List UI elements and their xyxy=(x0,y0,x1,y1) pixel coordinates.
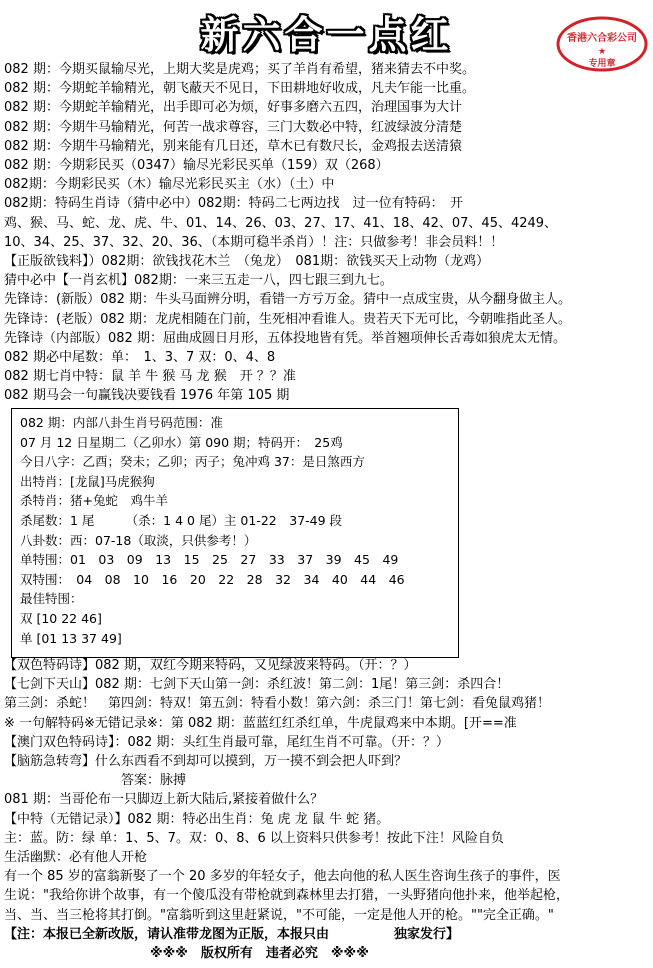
text-line: 有一个 85 岁的富翁新娶了一个 20 多岁的年轻女子，他去向他的私人医生咨询生孩子的事件，医 xyxy=(4,869,561,885)
text-line: 生活幽默：必有他人开枪 xyxy=(4,850,148,865)
svg-text:香港六合彩公司: 香港六合彩公司 xyxy=(567,33,637,44)
text-line: 第三剑：杀蛇！ 第四剑：特双！第五剑：特看小数！第六剑：杀三门！第七剑：看兔鼠鸡猪！ xyxy=(4,696,551,712)
text-line: 先锋诗：(老版）082 期：龙虎相随在门前，生死相冲看谁人。贵若天下无可比，今朝唯指此圣人。 xyxy=(4,311,572,327)
text-line: 【正版欲钱料】）082期：欲钱找花木兰 （兔龙） 081期：欲钱买天上动物（龙鸡） xyxy=(4,254,490,269)
inner-box xyxy=(11,408,459,658)
text-line: 鸡、猴、马、蛇、龙、虎、牛、01、14、26、03、27、17、41、18、42、07、45、4249、 xyxy=(4,215,558,231)
text-line: 最佳特围： xyxy=(20,591,83,607)
company-seal xyxy=(556,16,648,72)
text-line: 082 期：今期蛇羊输精光，朝飞蔽天不见日，下田耕地好收成，凡夫乍能一比重。 xyxy=(4,81,475,97)
text-line: 082 期：今期牛马输精光，何苦一战求尊容，三门大数必中特，红波绿波分清楚 xyxy=(4,119,462,135)
text-line: 杀特肖：猪+兔蛇 鸡牛羊 xyxy=(20,493,168,509)
text-line: 生说："我给你讲个故事，有一个傻瓜没有带枪就到森林里去打猎，一头野猪向他扑来，他举起枪， xyxy=(4,888,569,904)
text-line: 出特肖：[龙鼠]马虎猴狗 xyxy=(20,473,155,489)
text-line: 082 期：今期彩民买（0347）输尽光彩民买单（159）双（268） xyxy=(4,158,389,173)
text-line: 【脑筋急转弯】什么东西看不到却可以摸到，万一摸不到会把人吓到？ xyxy=(4,754,408,769)
text-line: 082期：今期彩民买（木）输尽光彩民买主（水）（土）中 xyxy=(4,177,335,193)
text-line: 双特围： 04 08 10 16 20 22 28 32 34 40 44 46 xyxy=(20,571,405,587)
svg-text:★: ★ xyxy=(597,47,607,57)
text-line: 082 期马会一句赢钱决要钱看 1976 年第 105 期 xyxy=(4,388,290,404)
text-line: 主：蓝。防：绿 单：1、5、7。双：0、8、6 以上资料只供参考！按此下注！风险自负 xyxy=(4,830,504,846)
text-line: 【注：本报已全新改版，请认准带龙图为正版，本报只由 独家发行】 xyxy=(4,926,460,942)
text-line: 答案：脉搏 xyxy=(4,773,187,789)
text-line: 先锋诗（内部版）082 期：屈曲成圆日月形，五体投地皆有凭。举首翘项伸长舌毒如狼虎太无情。 xyxy=(4,330,566,346)
svg-text:专用章: 专用章 xyxy=(588,59,616,69)
text-line: 【澳门双色特码诗】：082 期：头红生肖最可靠，尾红生肖不可靠。（开：？） xyxy=(4,734,449,750)
text-line: 杀尾数：1 尾 （杀：1 4 0 尾）主 01-22 37-49 段 xyxy=(20,513,343,528)
text-line: 【七剑下天山】082 期：七剑下天山第一剑：杀红波！第二剑：1尾！第三剑：杀四合！ xyxy=(4,677,510,693)
newspaper-title: 新六合一点红 xyxy=(200,13,453,57)
text-line: 082 期：今期蛇羊输精光，出手即可必为烦，好事多磨六五四，治理国事为大计 xyxy=(4,100,462,116)
text-line: 猜中必中【一肖玄机】082期：一来三五走一八，四七跟三到九七。 xyxy=(4,273,393,289)
text-line: 今日八字：乙酉；癸未；乙卯；丙子；兔冲鸡 37：是日煞西方 xyxy=(20,454,365,470)
text-line: 先锋诗：(新版）082 期：牛头马面辨分明，看错一方亏万金。猜中一点成宝贵，从今翻身做主人。 xyxy=(4,292,572,308)
text-line: ※※※ 版权所有 违者必究 ※※※ xyxy=(150,946,369,961)
text-line: 当、当、当三枪将其打倒。"富翁听到这里赶紧说，"不可能，一定是他人开的枪。""完全正确。" xyxy=(4,907,554,923)
text-line: 八卦数：西：07-18（取淡，只供参考！） xyxy=(20,532,257,548)
text-line: 081 期：当哥伦布一只脚迈上新大陆后,紧接着做什么？ xyxy=(4,792,324,808)
text-line: 082 期七肖中特：鼠 羊 牛 猴 马 龙 猴 开 ？？准 xyxy=(4,369,296,385)
text-line: 10、34、25、37、32、20、36、（本期可稳半杀肖）！注：只做参考！非会员料！！ xyxy=(4,234,504,250)
text-line: 082 期：今期买鼠输尽光，上期大奖是虎鸡；买了羊肖有希望，猪来猜去不中奖。 xyxy=(4,62,475,77)
text-line: 082 期：内部八卦生肖号码范围：准 xyxy=(20,415,223,430)
text-line: 【双色特码诗】082 期，双红今期来特码，又见绿波来特码。（开：？） xyxy=(4,658,417,673)
text-line: 07 月 12 日星期二（乙卯水）第 090 期；特码开： 25鸡 xyxy=(20,434,343,450)
text-line: 【中特（无错记录）】082 期：特必出生肖：兔 虎 龙 鼠 牛 蛇 猪。 xyxy=(4,811,390,827)
text-line: 单特围：01 03 09 13 15 25 27 33 37 39 45 49 xyxy=(20,552,399,568)
text-line: 082期：特码生肖诗（猜中必中）082期：特码二七两边找 过一位有特码： 开 xyxy=(4,196,464,212)
text-line: ※ 一句解特码※无错记录※：第 082 期：蓝蓝红红杀红单，牛虎鼠鸡来中本期。[开==准 xyxy=(4,715,517,731)
text-line: 双 [10 22 46] xyxy=(20,611,102,626)
text-line: 082 期：今期牛马输精光，别来能有几日还，草木已有数尺长，金鸡报去送清猿 xyxy=(4,138,462,154)
text-line: 单 [01 13 37 49] xyxy=(20,630,122,646)
text-line: 082 期必中尾数：单： 1、3、7 双：0、4、8 xyxy=(4,350,276,365)
